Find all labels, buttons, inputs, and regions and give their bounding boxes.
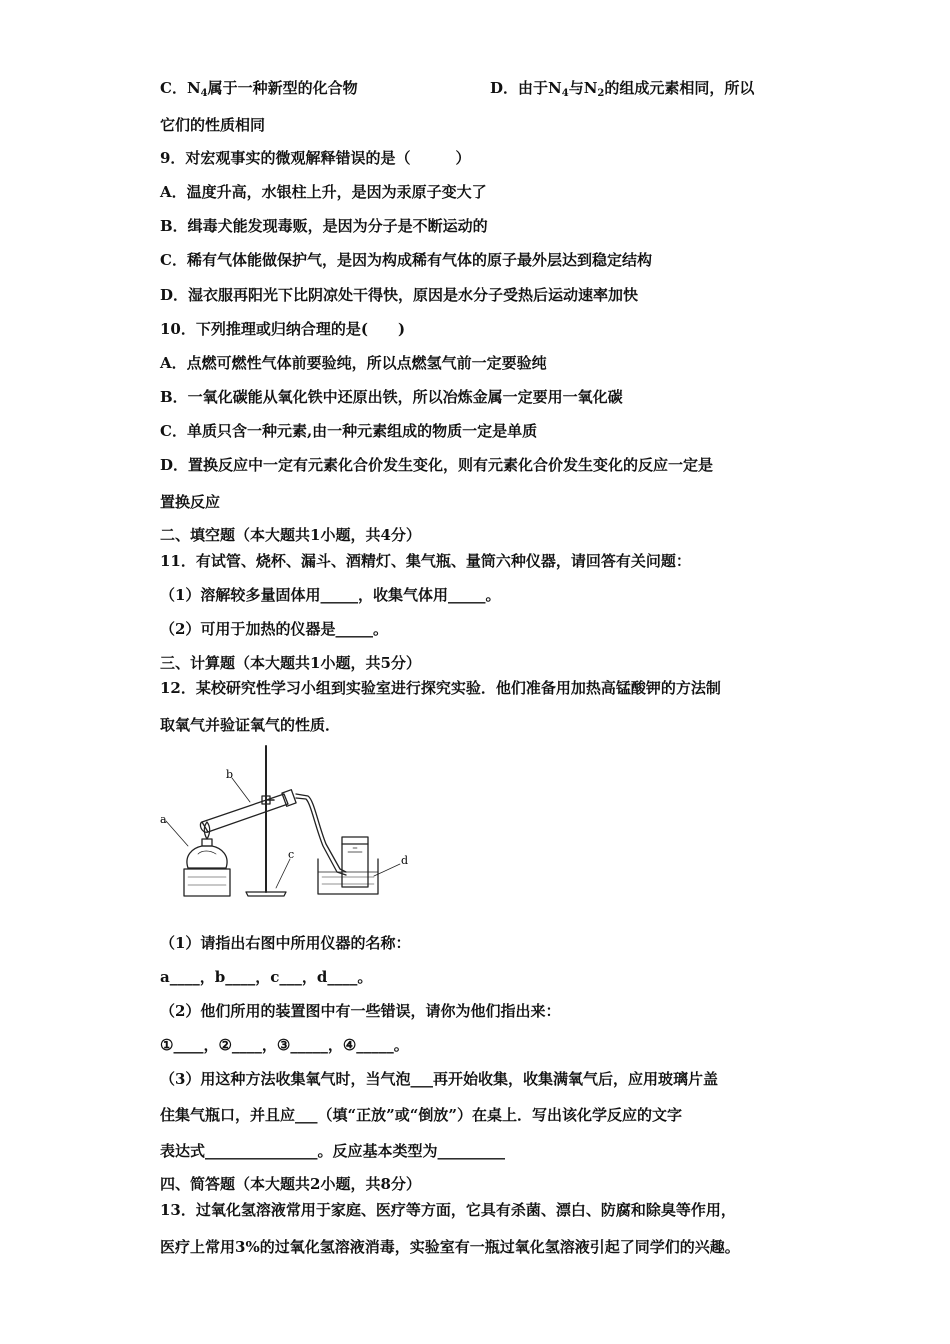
q8-option-d[interactable]: D．由于$N_4$与$N_2$的组成元素相同，所以 [490,79,755,99]
figure-label-a: a [160,813,167,826]
figure-label-b: b [226,768,234,781]
q9-option-a[interactable]: A．温度升高，水银柱上升，是因为汞原子变大了 [160,183,487,201]
q12-part-3-continued-1: 住集气瓶口，并且应___（填“正放”或“倒放”）在桌上．写出该化学反应的文字 [160,1106,683,1124]
q11-part-2: （2）可用于加热的仪器是_____。 [160,620,388,638]
q10-option-c[interactable]: C．单质只含一种元素,由一种元素组成的物质一定是单质 [160,422,538,440]
q12-part-2-blanks: ①____，②____，③_____，④_____。 [160,1036,409,1054]
q10-option-d-continued: 置换反应 [160,493,221,511]
section-4-title: 四、简答题（本大题共2小题，共8分） [160,1175,421,1193]
q13-stem: 13．过氧化氢溶液常用于家庭、医疗等方面，它具有杀菌、漂白、防腐和除臭等作用， [160,1201,736,1219]
q12-part-1-blanks: a____，b____，c___，d____。 [160,968,373,986]
q8-option-c[interactable]: C．$N_4$属于一种新型的化合物 [160,79,358,99]
section-3-title: 三、计算题（本大题共1小题，共5分） [160,654,421,672]
oxygen-apparatus-figure [158,744,413,899]
q10-option-b[interactable]: B．一氧化碳能从氧化铁中还原出铁，所以冶炼金属一定要用一氧化碳 [160,388,623,406]
section-2-title: 二、填空题（本大题共1小题，共4分） [160,526,421,544]
q12-part-3-continued-2: 表达式_______________。反应基本类型为_________ [160,1142,506,1160]
q12-stem: 12．某校研究性学习小组到实验室进行探究实验．他们准备用加热高锰酸钾的方法制 [160,679,721,697]
q10-option-d[interactable]: D．置换反应中一定有元素化合价发生变化，则有元素化合价发生变化的反应一定是 [160,456,714,474]
q12-stem-continued: 取氧气并验证氧气的性质． [160,716,341,734]
q9-stem: 9．对宏观事实的微观解释错误的是（ ） [160,149,471,167]
q10-stem: 10．下列推理或归纳合理的是( ) [160,320,406,338]
q11-stem: 11．有试管、烧杯、漏斗、酒精灯、集气瓶、量筒六种仪器，请回答有关问题： [160,552,691,570]
figure-label-d: d [401,854,409,867]
q12-part-1: （1）请指出右图中所用仪器的名称： [160,934,411,952]
q9-option-d[interactable]: D．湿衣服再阳光下比阴凉处干得快，原因是水分子受热后运动速率加快 [160,286,639,304]
q10-option-a[interactable]: A．点燃可燃性气体前要验纯，所以点燃氢气前一定要验纯 [160,354,547,372]
q8-options-row [160,78,358,104]
q9-option-c[interactable]: C．稀有气体能做保护气，是因为构成稀有气体的原子最外层达到稳定结构 [160,251,652,269]
figure-label-c: c [288,848,295,861]
q8-option-d-continued: 它们的性质相同 [160,116,266,134]
q11-part-1: （1）溶解较多量固体用_____，收集气体用_____。 [160,586,501,604]
q12-part-2: （2）他们所用的装置图中有一些错误，请你为他们指出来： [160,1002,561,1020]
q9-option-b[interactable]: B．缉毒犬能发现毒贩，是因为分子是不断运动的 [160,217,488,235]
q13-stem-continued: 医疗上常用3%的过氧化氢溶液消毒，实验室有一瓶过氧化氢溶液引起了同学们的兴趣。 [160,1238,740,1256]
q12-part-3: （3）用这种方法收集氧气时，当气泡___再开始收集，收集满氧气后，应用玻璃片盖 [160,1070,718,1088]
